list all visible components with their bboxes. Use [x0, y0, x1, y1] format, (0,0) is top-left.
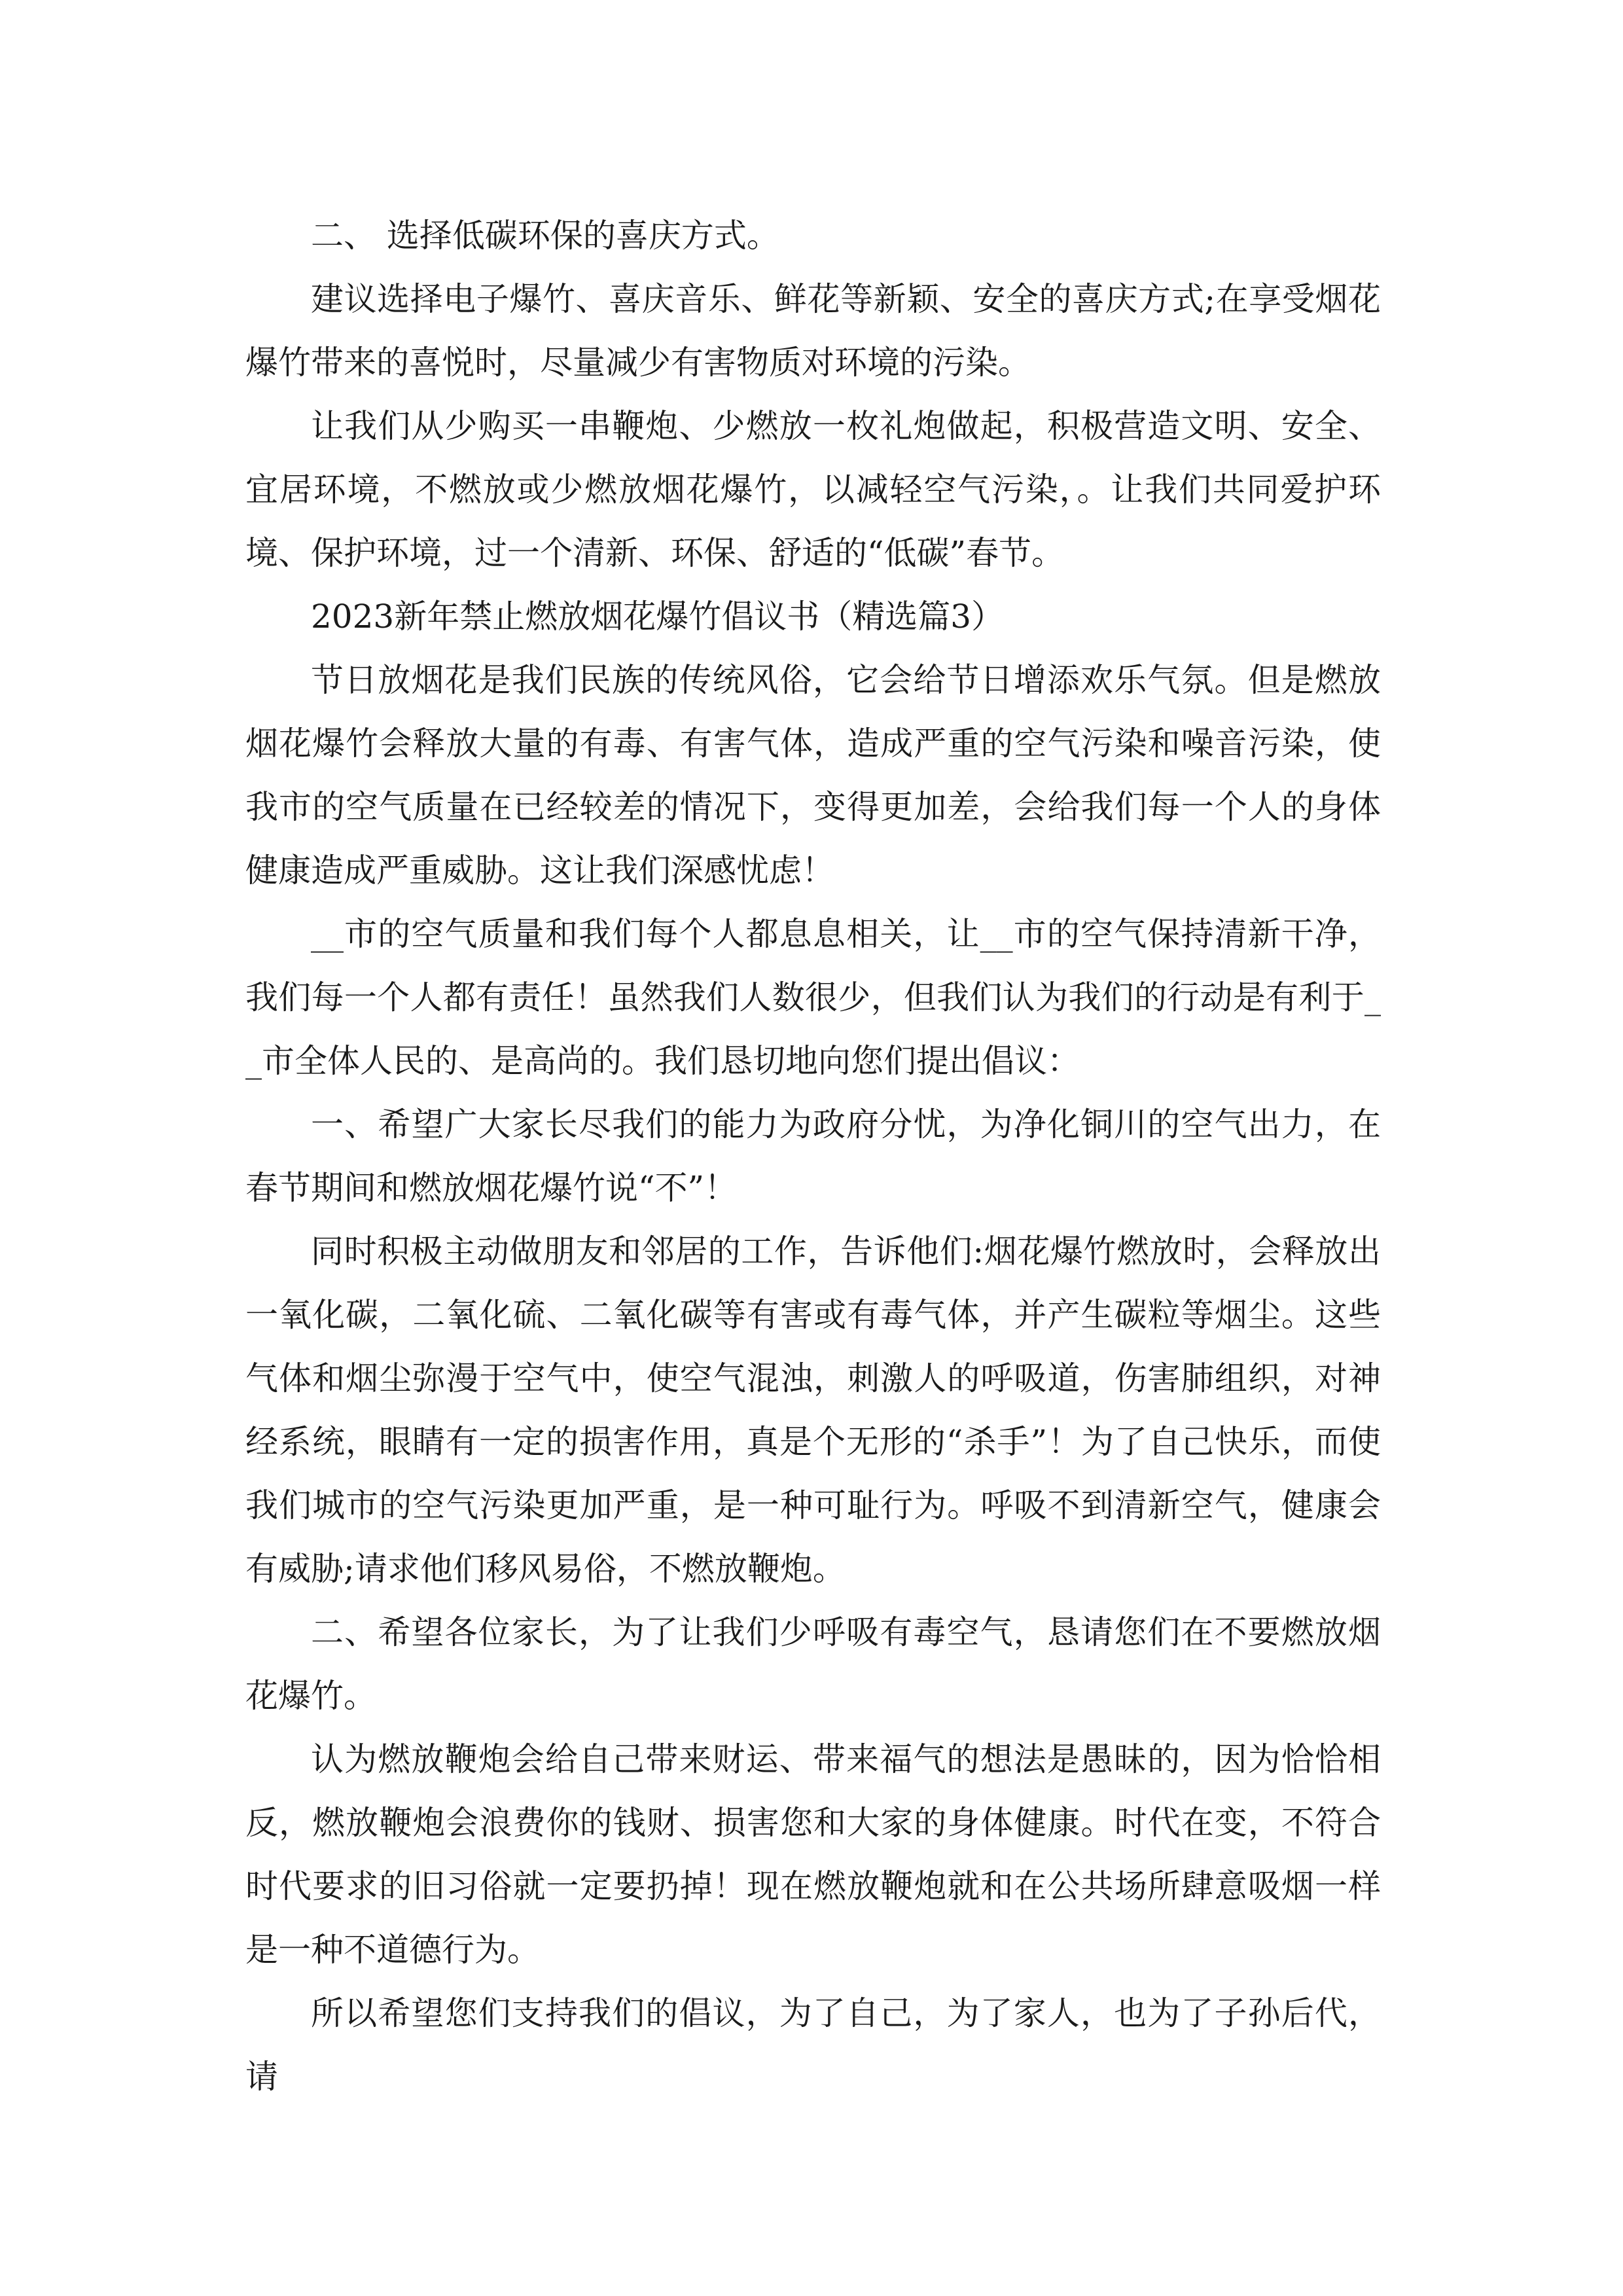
section-heading-2: 二、 选择低碳环保的喜庆方式。 — [311, 217, 779, 255]
paragraph-superstition: 认为燃放鞭炮会给自己带来财运、带来福气的想法是愚昧的，因为恰恰相反，燃放鞭炮会浪费你的钱财、损害您和大家的身体健康。时代在变，不符合时代要求的旧习俗就一定要扔掉！现在燃放鞭炮就和在公共场所肆意吸烟一样是一种不道德行为。 — [245, 1740, 1381, 1969]
paragraph-proposal-2: 二、希望各位家长，为了让我们少呼吸有毒空气，恳请您们在不要燃放烟花爆竹。 — [245, 1613, 1381, 1715]
paragraph-persuade-neighbors: 同时积极主动做朋友和邻居的工作，告诉他们:烟花爆竹燃放时，会释放出一氧化碳，二氧化硫、二氧化碳等有害或有毒气体，并产生碳粒等烟尘。这些气体和烟尘弥漫于空气中，使空气混浊，刺激人的呼吸道，伤害肺组织，对神经系统，眼睛有一定的损害作用，真是个无形的“杀手”！为了自己快乐，而使我们城市的空气污染更加严重，是一种可耻行为。呼吸不到清新空气，健康会有威胁;请求他们移风易俗，不燃放鞭炮。 — [245, 1232, 1381, 1588]
paragraph-suggestion: 建议选择电子爆竹、喜庆音乐、鲜花等新颖、安全的喜庆方式;在享受烟花爆竹带来的喜悦时，尽量减少有害物质对环境的污染。 — [245, 280, 1381, 382]
paragraph-air-quality: __市的空气质量和我们每个人都息息相关，让__市的空气保持清新干净，我们每一个人都有责任！虽然我们人数很少，但我们认为我们的行动是有利于__市全体人民的、是高尚的。我们恳切地向您们提出倡议： — [245, 915, 1381, 1080]
paragraph-proposal-1: 一、希望广大家长尽我们的能力为政府分忧，为净化铜川的空气出力，在春节期间和燃放烟花爆竹说“不”！ — [245, 1105, 1381, 1207]
paragraph-call-to-action: 让我们从少购买一串鞭炮、少燃放一枚礼炮做起，积极营造文明、安全、宜居环境，不燃放或少燃放烟花爆竹，以减轻空气污染，。让我们共同爱护环境、保护环境，过一个清新、环保、舒适的“低碳”春节。 — [245, 407, 1381, 572]
article-title: 2023新年禁止燃放烟花爆竹倡议书（精选篇3） — [311, 598, 1005, 636]
paragraph-closing: 所以希望您们支持我们的倡议，为了自己，为了家人，也为了子孙后代，请 — [245, 1994, 1381, 2096]
paragraph-tradition: 节日放烟花是我们民族的传统风俗，它会给节日增添欢乐气氛。但是燃放烟花爆竹会释放大量的有毒、有害气体，造成严重的空气污染和噪音污染，使我市的空气质量在已经较差的情况下，变得更加差，会给我们每一个人的身体健康造成严重威胁。这让我们深感忧虑！ — [245, 661, 1381, 889]
document-body — [245, 204, 1381, 2109]
